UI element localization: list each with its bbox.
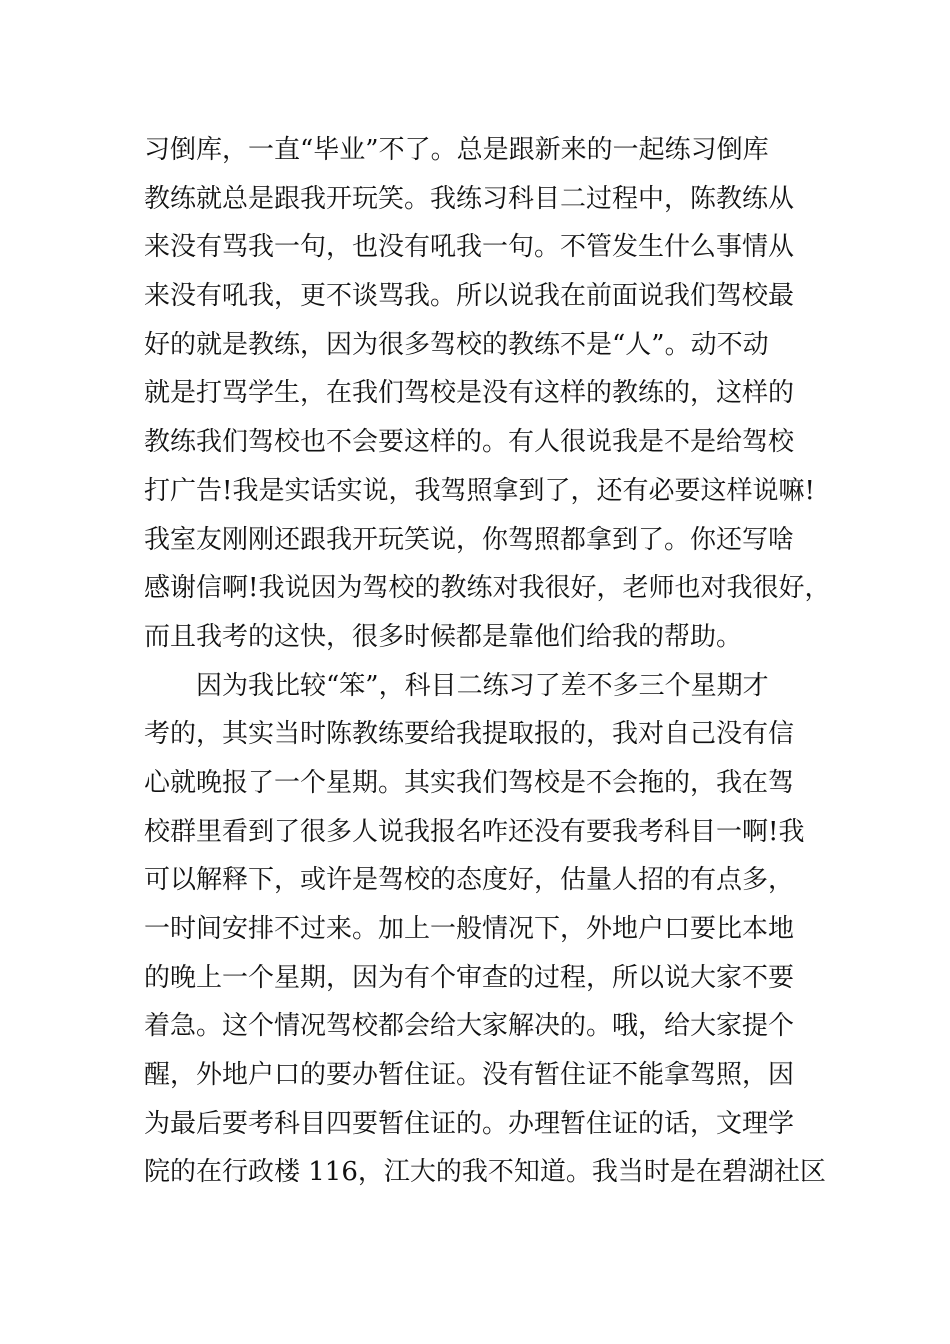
text-line: 打广告!我是实话实说，我驾照拿到了，还有必要这样说嘛! xyxy=(144,475,815,506)
text-line: 为最后要考科目四要暂住证的。办理暂住证的话，文理学 xyxy=(144,1108,795,1139)
text-line: 考的，其实当时陈教练要给我提取报的，我对自己没有信 xyxy=(144,719,795,750)
text-line: 校群里看到了很多人说我报名咋还没有要我考科目一啊!我 xyxy=(144,816,805,847)
text-line: 一时间安排不过来。加上一般情况下，外地户口要比本地 xyxy=(144,914,795,944)
text-line: 心就晚报了一个星期。其实我们驾校是不会拖的，我在驾 xyxy=(144,767,795,798)
text-line: 教练我们驾校也不会要这样的。有人很说我是不是给驾校 xyxy=(144,427,795,458)
text-line: 而且我考的这快，很多时候都是靠他们给我的帮助。 xyxy=(144,621,743,652)
text-line: 习倒库，一直“毕业”不了。总是跟新来的一起练习倒库 xyxy=(144,135,769,165)
body-text xyxy=(144,126,831,1197)
text-line: 来没有吼我，更不谈骂我。所以说我在前面说我们驾校最 xyxy=(144,281,795,312)
text-line: 院的在行政楼 116，江大的我不知道。我当时是在碧湖社区 xyxy=(144,1157,826,1188)
text-line: 可以解释下，或许是驾校的态度好，估量人招的有点多， xyxy=(144,865,795,896)
text-line: 我室友刚刚还跟我开玩笑说，你驾照都拿到了。你还写啥 xyxy=(144,524,795,555)
text-line: 因为我比较“笨”，科目二练习了差不多三个星期才 xyxy=(196,670,769,701)
text-line: 着急。这个情况驾校都会给大家解决的。哦，给大家提个 xyxy=(144,1011,795,1042)
text-line: 感谢信啊!我说因为驾校的教练对我很好，老师也对我很好， xyxy=(144,573,831,604)
text-line: 醒，外地户口的要办暂住证。没有暂住证不能拿驾照，因 xyxy=(144,1060,795,1091)
text-line: 的晚上一个星期，因为有个审查的过程，所以说大家不要 xyxy=(144,962,795,993)
text-line: 来没有骂我一句，也没有吼我一句。不管发生什么事情从 xyxy=(144,232,795,263)
text-line: 就是打骂学生，在我们驾校是没有这样的教练的，这样的 xyxy=(144,378,795,409)
text-line: 好的就是教练，因为很多驾校的教练不是“人”。动不动 xyxy=(144,329,769,360)
text-line: 教练就总是跟我开玩笑。我练习科目二过程中，陈教练从 xyxy=(144,183,795,214)
